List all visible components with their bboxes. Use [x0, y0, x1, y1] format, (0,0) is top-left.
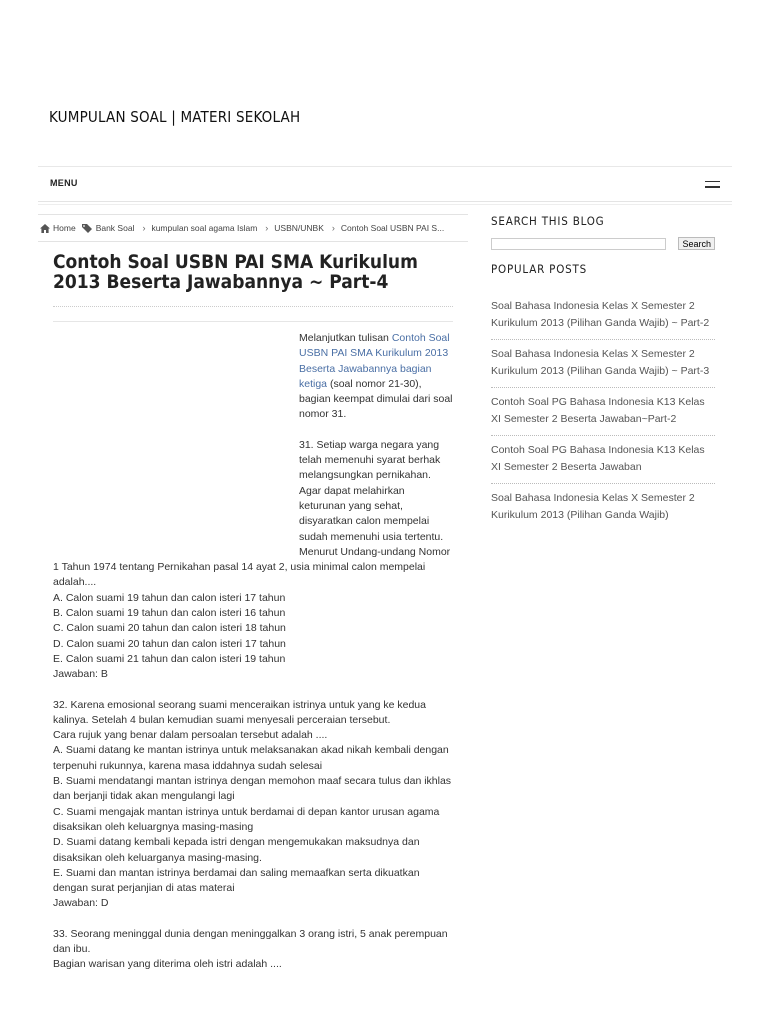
popular-post-item[interactable]: Soal Bahasa Indonesia Kelas X Semester 2 Kurikulum 2013 (Pilihan Ganda Wajib)	[491, 492, 695, 521]
breadcrumb-label: Contoh Soal USBN PAI S...	[340, 223, 445, 233]
question-33: 33. Seorang meninggal dunia dengan meninggalkan 3 orang istri, 5 anak perempuan dan ibu. Bagian warisan yang diterima oleh istri adalah ....	[53, 927, 448, 971]
popular-post-item[interactable]: Soal Bahasa Indonesia Kelas X Semester 2 Kurikulum 2013 (Pilihan Ganda Wajib) ~ Part-3	[491, 340, 715, 388]
tag-icon	[82, 224, 93, 233]
ad-space	[53, 322, 299, 548]
chevron-right-icon: ›	[265, 223, 269, 233]
chevron-right-icon: ›	[142, 223, 146, 233]
menu-bar	[38, 167, 732, 201]
intro-text-suffix: (soal nomor 21-30), bagian keempat dimulai dari soal nomor 31.	[299, 377, 453, 421]
breadcrumb-label: USBN/UNBK	[274, 223, 324, 233]
search-button[interactable]: Search	[678, 237, 715, 250]
breadcrumb-label: kumpulan soal agama Islam	[151, 223, 258, 233]
sidebar	[491, 214, 715, 531]
site-title[interactable]: KUMPULAN SOAL | MATERI SEKOLAH	[49, 108, 301, 126]
post-title: Contoh Soal USBN PAI SMA Kurikulum 2013 Beserta Jawabannya ~ Part-4	[53, 251, 418, 293]
menu-divider	[38, 201, 732, 202]
search-widget-title: SEARCH THIS BLOG	[491, 214, 605, 228]
popular-posts-list	[491, 292, 715, 531]
breadcrumb-label: Bank Soal	[95, 223, 135, 233]
popular-post-item[interactable]: Contoh Soal PG Bahasa Indonesia K13 Kelas XI Semester 2 Beserta Jawaban~Part-2	[491, 388, 715, 436]
breadcrumb-bank-soal[interactable]	[82, 223, 135, 233]
title-divider	[53, 306, 453, 307]
search-input[interactable]	[491, 238, 666, 250]
popular-posts-title: POPULAR POSTS	[491, 262, 588, 276]
question-31: 31. Setiap warga negara yang telah memenuhi syarat berhak melangsungkan pernikahan. Agar dapat melahirkan keturunan yang sehat, disyaratkan calon mempelai sudah memenuhi usia tertentu. Menurut Undang-undang Nomor 1 Tahun 1974 tentang Pernikahan pasal 14 ayat 2, usia minimal calon mempelai adalah.... A. Calon suami 19 tahun dan calon isteri 17 tahun B. Calon suami 19 tahun dan calon isteri 16 tahun C. Calon suami 20 tahun dan calon isteri 18 tahun D. Calon suami 20 tahun dan calon isteri 17 tahun E. Calon suami 21 tahun dan calon isteri 19 tahun Jawaban: B	[53, 438, 451, 681]
breadcrumb-usbn-unbk[interactable]	[274, 223, 324, 233]
search-form	[491, 237, 715, 250]
chevron-right-icon: ›	[331, 223, 335, 233]
home-icon	[40, 224, 50, 233]
menu-divider-secondary	[38, 204, 732, 205]
previous-part-link[interactable]: Contoh Soal USBN PAI SMA Kurikulum 2013 Beserta Jawabannya bagian ketiga	[299, 332, 450, 390]
breadcrumb-agama-islam[interactable]	[151, 223, 257, 233]
breadcrumb-label: Home	[53, 223, 76, 233]
popular-post-item[interactable]: Contoh Soal PG Bahasa Indonesia K13 Kelas XI Semester 2 Beserta Jawaban	[491, 436, 715, 484]
main-column	[38, 214, 468, 973]
question-32: 32. Karena emosional seorang suami menceraikan istrinya untuk yang ke kedua kalinya. Setelah 4 bulan kemudian suami menyesali perceraian tersebut. Cara rujuk yang benar dalam persoalan tersebut adalah .... A. Suami datang ke mantan istrinya untuk melaksanakan akad nikah kembali dengan terpenuhi rukunnya, karena masa iddahnya sudah selesai B. Suami mendatangi mantan istrinya dengan memohon maaf secara tulus dan ikhlas dan berjanji tidak akan mengulangi lagi C. Suami mengajak mantan istrinya untuk berdamai di depan kantor urusan agama disaksikan oleh keluargnya masing-masing D. Suami datang kembali kepada istri dengan mengemukakan maksudnya dan disaksikan oleh keluarganya masing-masing. E. Suami dan mantan istrinya berdamai dan saling memaafkan serta dikuatkan dengan surat perjanjian di atas materai Jawaban: D	[53, 698, 452, 910]
popular-post-item[interactable]: Soal Bahasa Indonesia Kelas X Semester 2 Kurikulum 2013 (Pilihan Ganda Wajib) ~ Part-2	[491, 292, 715, 340]
breadcrumb	[38, 214, 468, 242]
breadcrumb-current	[341, 223, 444, 233]
breadcrumb-home[interactable]	[40, 223, 76, 233]
hamburger-menu-icon[interactable]	[705, 181, 720, 189]
menu-label[interactable]: MENU	[50, 178, 78, 188]
intro-text: Melanjutkan tulisan	[299, 332, 392, 344]
post-body	[53, 322, 453, 973]
